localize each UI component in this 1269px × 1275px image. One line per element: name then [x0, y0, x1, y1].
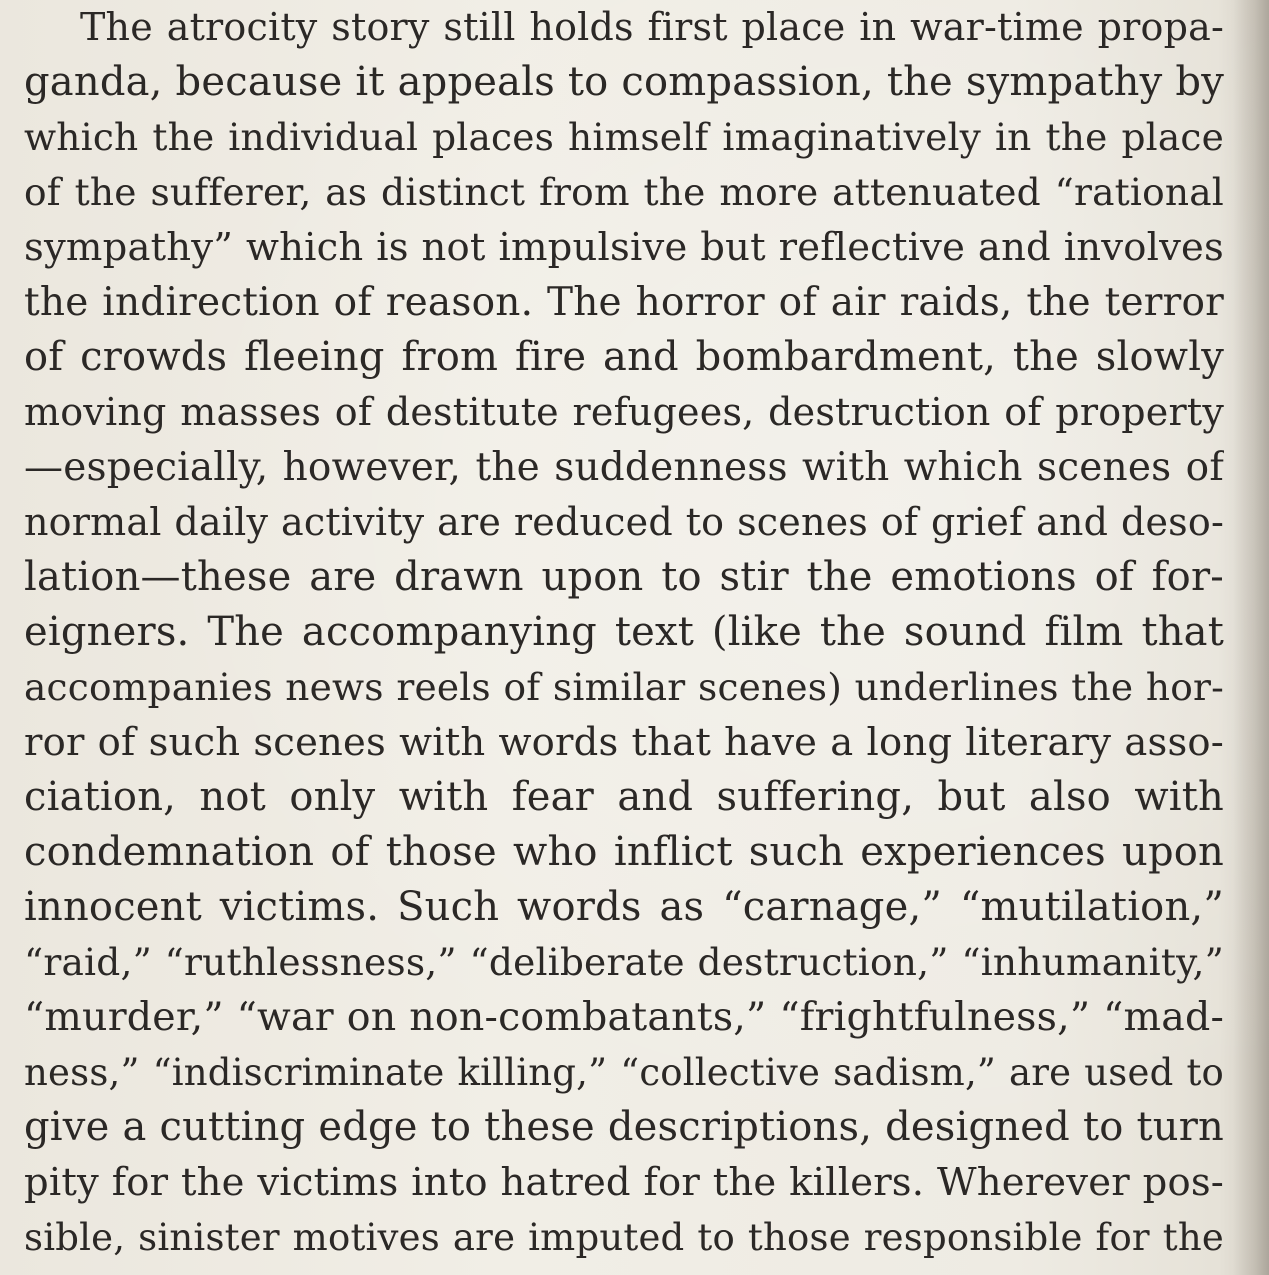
text-line: the indirection of reason. The horror of air raids, the terror: [24, 280, 1224, 325]
text-line: which the individual places himself imaginatively in the place: [24, 115, 1224, 159]
body-paragraph: [24, 0, 1224, 1265]
text-line: sible, sinister motives are imputed to those responsible for the: [24, 1216, 1224, 1259]
text-line: innocent victims. Such words as “carnage,” “mutilation,”: [24, 884, 1224, 930]
text-line: ror of such scenes with words that have a long literary asso-: [24, 720, 1224, 765]
text-line: eigners. The accompanying text (like the sound film that: [24, 609, 1224, 655]
text-line: give a cutting edge to these descriptions, designed to turn: [24, 1104, 1224, 1150]
text-line: pity for the victims into hatred for the killers. Wherever pos-: [24, 1160, 1224, 1205]
text-line: accompanies news reels of similar scenes) underlines the hor-: [24, 665, 1224, 709]
text-line: ciation, not only with fear and suffering, but also with: [24, 774, 1224, 820]
text-line: “murder,” “war on non-combatants,” “frightfulness,” “mad-: [24, 994, 1224, 1040]
text-line: condemnation of those who inflict such experiences upon: [24, 829, 1224, 875]
text-line: ganda, because it appeals to compassion, the sympathy by: [24, 59, 1224, 105]
text-line: “raid,” “ruthlessness,” “deliberate destruction,” “inhumanity,”: [24, 940, 1224, 984]
text-line: normal daily activity are reduced to scenes of grief and deso-: [24, 500, 1224, 544]
text-line: —especially, however, the suddenness with which scenes of: [24, 445, 1224, 490]
text-line: of crowds fleeing from fire and bombardment, the slowly: [24, 334, 1224, 380]
text-line: sympathy” which is not impulsive but reflective and involves: [24, 225, 1224, 270]
page-edge-shadow: [1233, 0, 1269, 1275]
text-line: lation—these are drawn upon to stir the emotions of for-: [24, 554, 1224, 600]
text-line: The atrocity story still holds first place in war-time propa-: [80, 5, 1224, 49]
text-line: of the sufferer, as distinct from the more attenuated “rational: [24, 170, 1224, 214]
text-line: ness,” “indiscriminate killing,” “collective sadism,” are used to: [24, 1051, 1224, 1094]
text-line: moving masses of destitute refugees, destruction of property: [24, 390, 1224, 434]
